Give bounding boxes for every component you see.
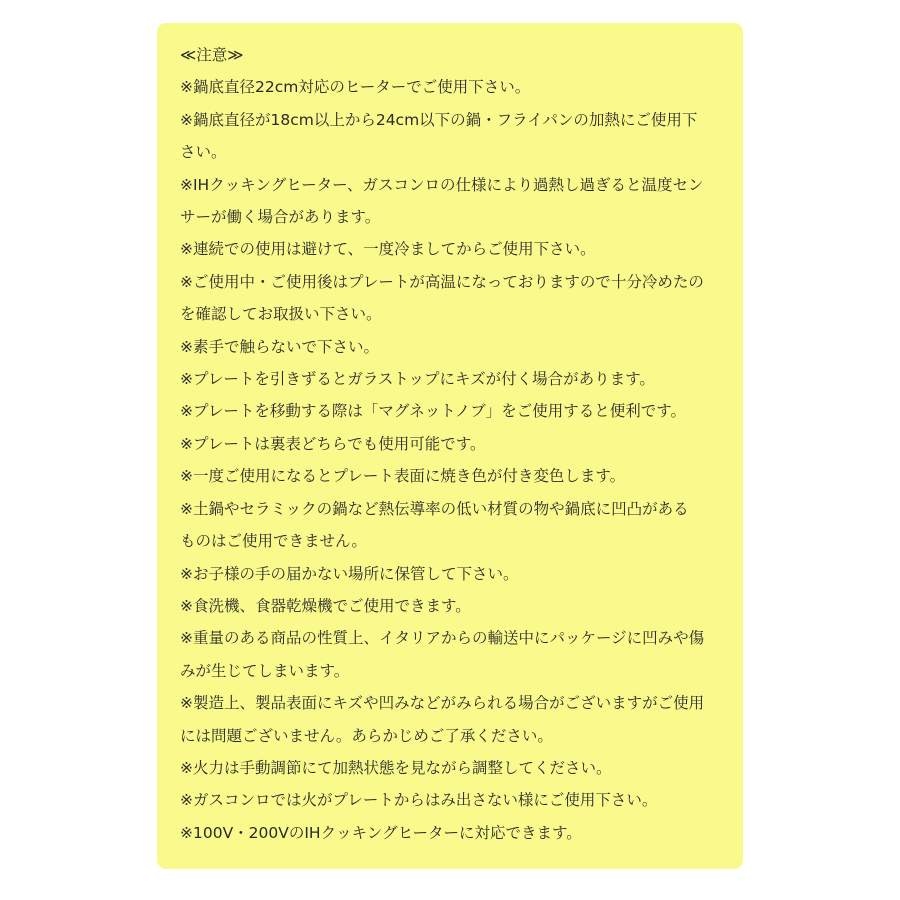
notice-line: さい。 (180, 143, 227, 162)
notice-line: ※プレートは裏表どちらでも使用可能です。 (180, 434, 486, 453)
notice-line: ※火力は手動調節にて加熱状態を見ながら調整してください。 (180, 758, 612, 777)
notice-line: ※重量のある商品の性質上、イタリアからの輸送中にパッケージに凹みや傷 (180, 629, 705, 648)
notice-line: ※一度ご使用になるとプレート表面に焼き色が付き変色します。 (180, 467, 626, 486)
notice-line: ※プレートを引きずるとガラストップにキズが付く場合があります。 (180, 370, 655, 389)
notice-title: ≪注意≫ (180, 46, 244, 64)
notice-line: ものはご使用できません。 (180, 532, 367, 551)
notice-line: ※土鍋やセラミックの鍋など熱伝導率の低い材質の物や鍋底に凹凸がある (180, 499, 689, 518)
notice-line: ※食洗機、食器乾燥機でご使用できます。 (180, 596, 471, 615)
notice-line: ※素手で触らないで下さい。 (180, 337, 379, 356)
notice-line: ※お子様の手の届かない場所に保管して下さい。 (180, 564, 519, 583)
notice-line: ※プレートを移動する際は「マグネットノブ」をご使用すると便利です。 (180, 402, 687, 421)
notice-line: ※連続での使用は避けて、一度冷ましてからご使用下さい。 (180, 240, 596, 259)
notice-line: ※ガスコンロでは火がプレートからはみ出さない様にご使用下さい。 (180, 791, 658, 810)
notice-line: ※鍋底直径22cm対応のヒーターでご使用下さい。 (180, 78, 531, 97)
notice-line: を確認してお取扱い下さい。 (180, 305, 382, 324)
notice-line: には問題ございません。あらかじめご了承ください。 (180, 726, 553, 745)
notice-line: サーが働く場合があります。 (180, 208, 381, 227)
notice-line: ※100V・200VのIHクッキングヒーターに対応できます。 (180, 823, 582, 842)
notice-line: ※IHクッキングヒーター、ガスコンロの仕様により過熱し過ぎると温度セン (180, 175, 704, 194)
notice-panel (157, 23, 743, 869)
notice-line: みが生じてしまいます。 (180, 661, 350, 680)
notice-line: ※ご使用中・ご使用後はプレートが高温になっておりますので十分冷めたの (180, 272, 704, 291)
notice-line: ※鍋底直径が18cm以上から24cm以下の鍋・フライパンの加熱にご使用下 (180, 110, 698, 129)
notice-line: ※製造上、製品表面にキズや凹みなどがみられる場合がございますがご使用 (180, 694, 705, 713)
